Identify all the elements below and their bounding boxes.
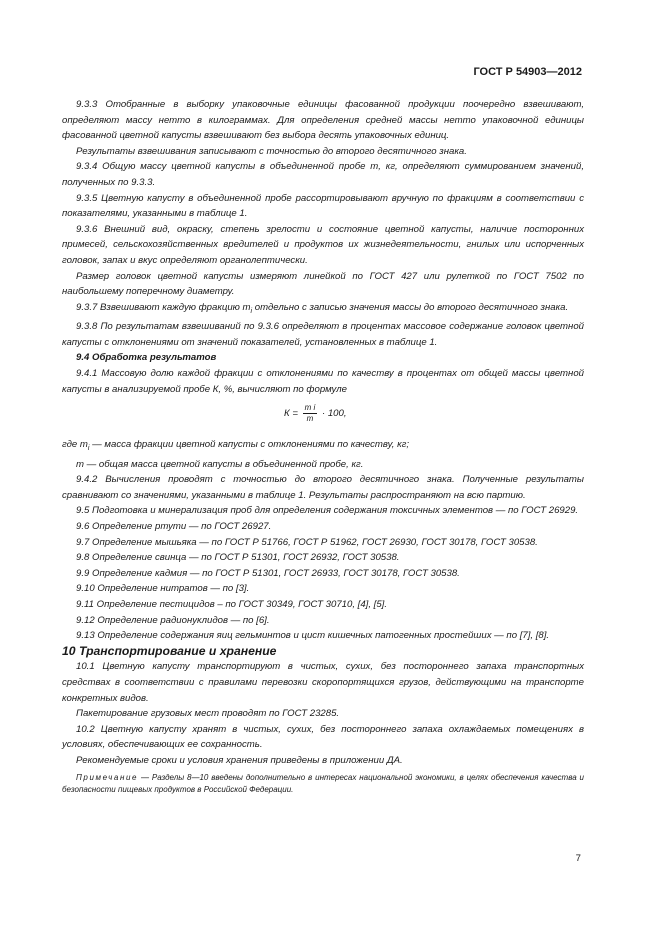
formula-expression bbox=[284, 403, 347, 424]
where-mi bbox=[62, 437, 584, 457]
formula-fraction bbox=[303, 403, 318, 424]
paragraph-packaging: Пакетирование грузовых мест проводят по ГОСТ 23285. bbox=[76, 708, 340, 720]
paragraph-9-7: 9.7 Определение мышьяка — по ГОСТ Р 51766, ГОСТ Р 51962, ГОСТ 26930, ГОСТ 30178, ГОСТ 30538. bbox=[76, 536, 538, 548]
paragraph-storage-terms: Рекомендуемые сроки и условия хранения приведены в приложении ДА. bbox=[76, 754, 403, 766]
note-text: — Разделы 8—10 введены дополнительно в интересах национальной экономики, в целях обеспечения качества и безопасности пищевых продуктов в Российской Федерации. bbox=[62, 772, 584, 794]
paragraph-9-13: 9.13 Определение содержания яиц гельминтов и цист кишечных патогенных простейших — по [7], [8]. bbox=[76, 630, 550, 642]
paragraph-9-4-2: 9.4.2 Вычисления проводят с точностью до второго десятичного знака. Полученные результаты сравнивают со значениями, указанными в таблице 1. Результаты распространяют на всю партию. bbox=[62, 474, 584, 501]
standard-header: ГОСТ Р 54903—2012 bbox=[473, 66, 582, 78]
paragraph-9-3-7 bbox=[62, 300, 584, 320]
page-number: 7 bbox=[575, 853, 581, 864]
paragraph-9-3-6: 9.3.6 Внешний вид, окраску, степень зрелости и состояние цветной капусты, наличие посторонних примесей, сельскохозяйственных вредителей и продуктов их жизнедеятельности, гнилых или испорченных головок, запах и вкус определяют органолептически. bbox=[62, 223, 584, 266]
formula-denominator: m bbox=[306, 414, 314, 424]
paragraph-9-12: 9.12 Определение радионуклидов — по [6]. bbox=[76, 614, 270, 626]
paragraph-9-3-8: 9.3.8 По результатам взвешиваний по 9.3.6 определяют в процентах массовое содержание головок цветной капусты с отклонениями от значений показателей, установленных в таблице 1. bbox=[62, 321, 584, 348]
paragraph-weighing-results: Результаты взвешивания записывают с точностью до второго десятичного знака. bbox=[76, 145, 467, 157]
p937-before: 9.3.7 Взвешивают каждую фракцию m bbox=[76, 301, 251, 313]
paragraph-9-10: 9.10 Определение нитратов — по [3]. bbox=[76, 583, 250, 595]
document-body bbox=[62, 97, 584, 796]
paragraph-10-2: 10.2 Цветную капусту хранят в чистых, сухих, без постороннего запаха охлаждаемых помещениях в условиях, обеспечивающих ее сохранность. bbox=[62, 723, 584, 751]
paragraph-10-1: 10.1 Цветную капусту транспортируют в чистых, сухих, без постороннего запаха транспортных средствах в соответствии с правилами перевозки скоропортящихся грузов, действующими на транспорте конкретных видов. bbox=[62, 661, 584, 704]
formula-lhs: К = bbox=[284, 408, 298, 420]
paragraph-9-4-1: 9.4.1 Массовую долю каждой фракции с отклонениями по качеству в процентах от общей массы цветной капусты в анализируемой пробе К, %, вычисляют по формуле bbox=[62, 368, 584, 395]
where1-before: где m bbox=[62, 439, 88, 451]
note bbox=[62, 772, 584, 796]
paragraph-9-8: 9.8 Определение свинца — по ГОСТ Р 51301, ГОСТ 26932, ГОСТ 30538. bbox=[76, 552, 400, 564]
where1-after: — масса фракции цветной капусты с отклонениями по качеству, кг; bbox=[89, 439, 410, 451]
paragraph-9-3-5: 9.3.5 Цветную капусту в объединенной пробе рассортировывают вручную по фракциям в соответствии с показателями, указанными в таблице 1. bbox=[62, 192, 584, 220]
paragraph-9-3-4: 9.3.4 Общую массу цветной капусты в объединенной пробе m, кг, определяют суммированием значений, полученных по 9.3.3. bbox=[62, 161, 584, 188]
formula-rhs: · 100, bbox=[321, 408, 347, 420]
paragraph-9-3-3: 9.3.3 Отобранные в выборку упаковочные единицы фасованной продукции поочередно взвешивают, определяют массу нетто в килограммах. Для определения средней массы нетто упаковочной единицы фасованной цветной капусты взвешивают без выбора десять упаковочных единиц. bbox=[62, 99, 584, 142]
paragraph-9-11: 9.11 Определение пестицидов – по ГОСТ 30349, ГОСТ 30710, [4], [5]. bbox=[76, 599, 387, 611]
section-10-heading: 10 Транспортирование и хранение bbox=[62, 643, 277, 658]
paragraph-9-6: 9.6 Определение ртути — по ГОСТ 26927. bbox=[76, 521, 272, 533]
subsection-9-4-heading: 9.4 Обработка результатов bbox=[76, 352, 217, 364]
paragraph-9-9: 9.9 Определение кадмия — по ГОСТ Р 51301, ГОСТ 26933, ГОСТ 30178, ГОСТ 30538. bbox=[76, 567, 460, 579]
paragraph-head-size: Размер головок цветной капусты измеряют линейкой по ГОСТ 427 или рулеткой по ГОСТ 7502 по наибольшему поперечному диаметру. bbox=[62, 270, 584, 298]
where-m: m — общая масса цветной капусты в объединенной пробе, кг. bbox=[76, 458, 364, 470]
p937-after: отдельно с записью значения массы до второго десятичного знака. bbox=[252, 301, 569, 313]
paragraph-9-5: 9.5 Подготовка и минерализация проб для определения содержания токсичных элементов — по ГОСТ 26929. bbox=[76, 505, 579, 517]
p937-subscript: i bbox=[250, 307, 253, 315]
formula-numerator: m i bbox=[304, 403, 316, 413]
note-label: Примечание bbox=[76, 772, 139, 782]
where1-subscript: i bbox=[87, 445, 90, 453]
formula bbox=[62, 403, 584, 433]
